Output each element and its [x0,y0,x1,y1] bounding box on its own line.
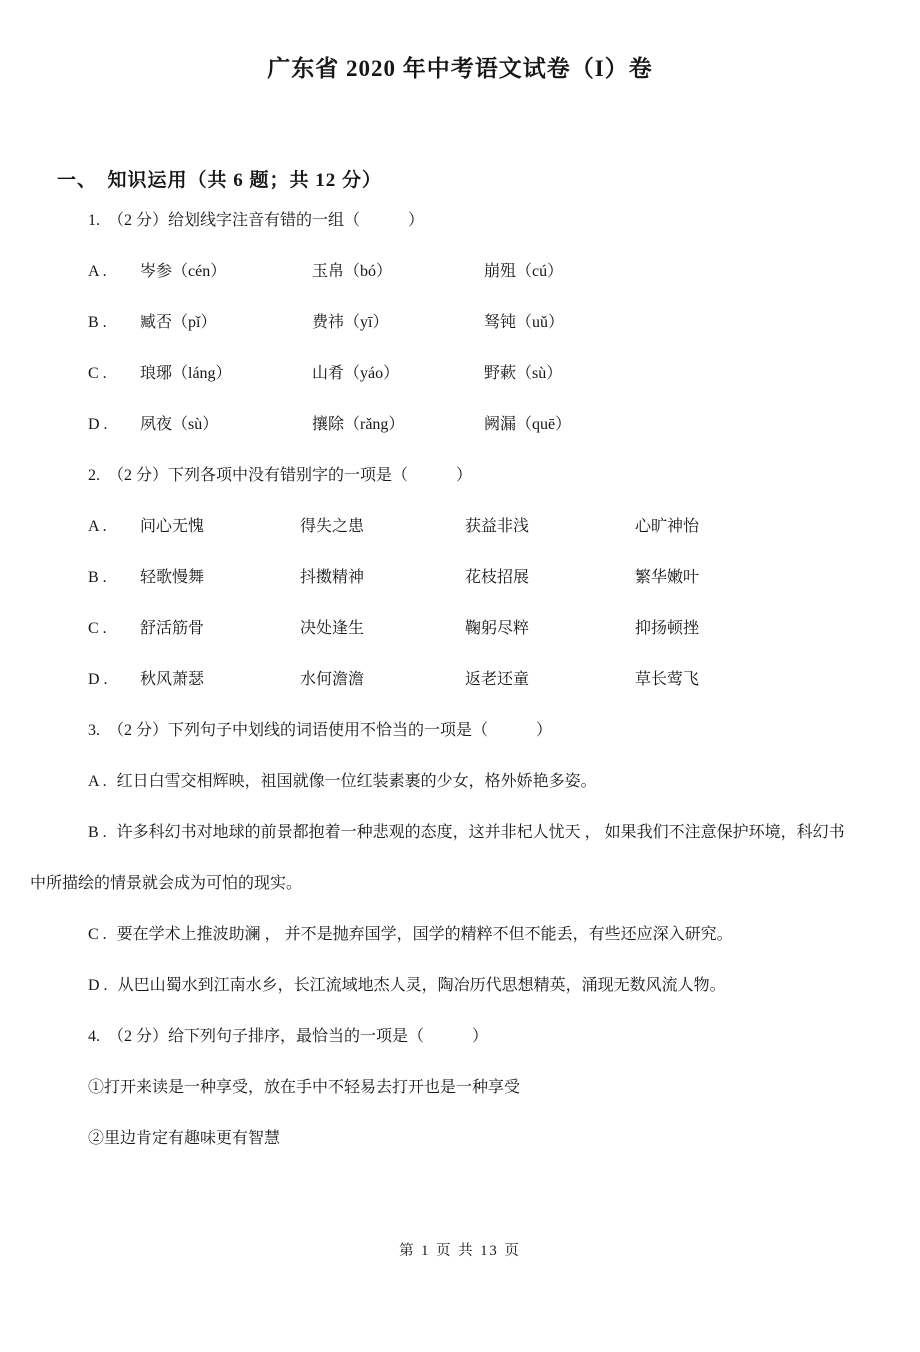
question-2-option-d [30,654,890,705]
option-cell: 心旷神怡 [635,518,700,535]
question-2-option-b [30,552,890,603]
question-3-option-b [30,807,890,909]
option-label: B . [88,569,107,586]
option-cell: 夙夜（sù） [140,416,219,433]
option-cell: 草长莺飞 [635,671,700,688]
option-cell: 舒活筋骨 [140,620,205,637]
question-1-option-c [30,348,890,399]
option-cell: 秋风萧瑟 [140,671,205,688]
question-1-option-b [30,297,890,348]
option-text: 许多科幻书对地球的前景都抱着一种悲观的态度，这并非杞人忧天 ， 如果我们不注意保护环境，科幻书中所描绘的情景就会成为可怕的现实。 [30,824,845,892]
question-2-stem: 2. （2 分）下列各项中没有错别字的一项是（ ） [88,467,473,484]
option-label: A . [88,263,107,280]
option-cell: 野蔌（sù） [484,365,563,382]
question-4-stem: 4. （2 分）给下列句子排序，最恰当的一项是（ ） [88,1028,489,1045]
option-cell: 轻歌慢舞 [140,569,205,586]
section-heading: 一、 知识运用（共 6 题；共 12 分） [57,170,383,191]
question-3-stem: 3. （2 分）下列句子中划线的词语使用不恰当的一项是（ ） [88,722,553,739]
page-footer: 第 1 页 共 13 页 [399,1243,521,1259]
option-text: 红日白雪交相辉映，祖国就像一位红装素裹的少女，格外娇艳多姿。 [116,773,597,790]
question-1-stem: 1. （2 分）给划线字注音有错的一组（ ） [88,212,425,229]
question-1-option-d [30,399,890,450]
question-2-option-c [30,603,890,654]
question-4-sentence-2: ②里边肯定有趣味更有智慧 [88,1130,281,1147]
option-cell: 花枝招展 [465,569,530,586]
option-cell: 费祎（yī） [312,314,389,331]
option-label: C . [88,365,107,382]
option-label: C . [88,620,107,637]
question-3-option-c [30,909,890,960]
question-4-sentence-1: ①打开来读是一种享受，放在手中不轻易去打开也是一种享受 [88,1079,521,1096]
option-cell: 问心无愧 [140,518,205,535]
option-cell: 抖擞精神 [300,569,365,586]
option-cell: 驽钝（uǔ） [484,314,565,331]
option-cell: 抑扬顿挫 [635,620,700,637]
option-label: B . [88,314,107,331]
option-cell: 得失之患 [300,518,365,535]
option-cell: 玉帛（bó） [312,263,393,280]
question-3-option-d [30,960,890,1011]
option-text: 从巴山蜀水到江南水乡，长江流域地杰人灵，陶冶历代思想精英，涌现无数风流人物。 [117,977,726,994]
option-label: C . [88,926,107,943]
exam-document [0,50,920,1164]
option-cell: 攘除（rǎng） [312,416,405,433]
option-label: D . [88,416,108,433]
option-cell: 崩殂（cú） [484,263,564,280]
option-cell: 臧否（pǐ） [140,314,217,331]
option-cell: 决处逢生 [300,620,365,637]
option-label: B . [88,824,107,841]
option-cell: 琅琊（láng） [140,365,232,382]
option-cell: 水何澹澹 [300,671,365,688]
option-label: A . [88,518,107,535]
question-2-option-a [30,501,890,552]
option-cell: 岑参（cén） [140,263,227,280]
option-cell: 返老还童 [465,671,530,688]
option-cell: 阙漏（quē） [484,416,572,433]
option-cell: 鞠躬尽粹 [465,620,530,637]
option-cell: 繁华嫩叶 [635,569,700,586]
option-cell: 山肴（yáo） [312,365,400,382]
option-label: D . [88,977,108,994]
question-1-option-a [30,246,890,297]
option-label: A . [88,773,107,790]
page-title: 广东省 2020 年中考语文试卷（I）卷 [267,56,653,81]
question-3-option-a [30,756,890,807]
option-text: 要在学术上推波助澜 ， 并不是抛弃国学，国学的精粹不但不能丢，有些还应深入研究。 [116,926,733,943]
option-cell: 获益非浅 [465,518,530,535]
option-label: D . [88,671,108,688]
